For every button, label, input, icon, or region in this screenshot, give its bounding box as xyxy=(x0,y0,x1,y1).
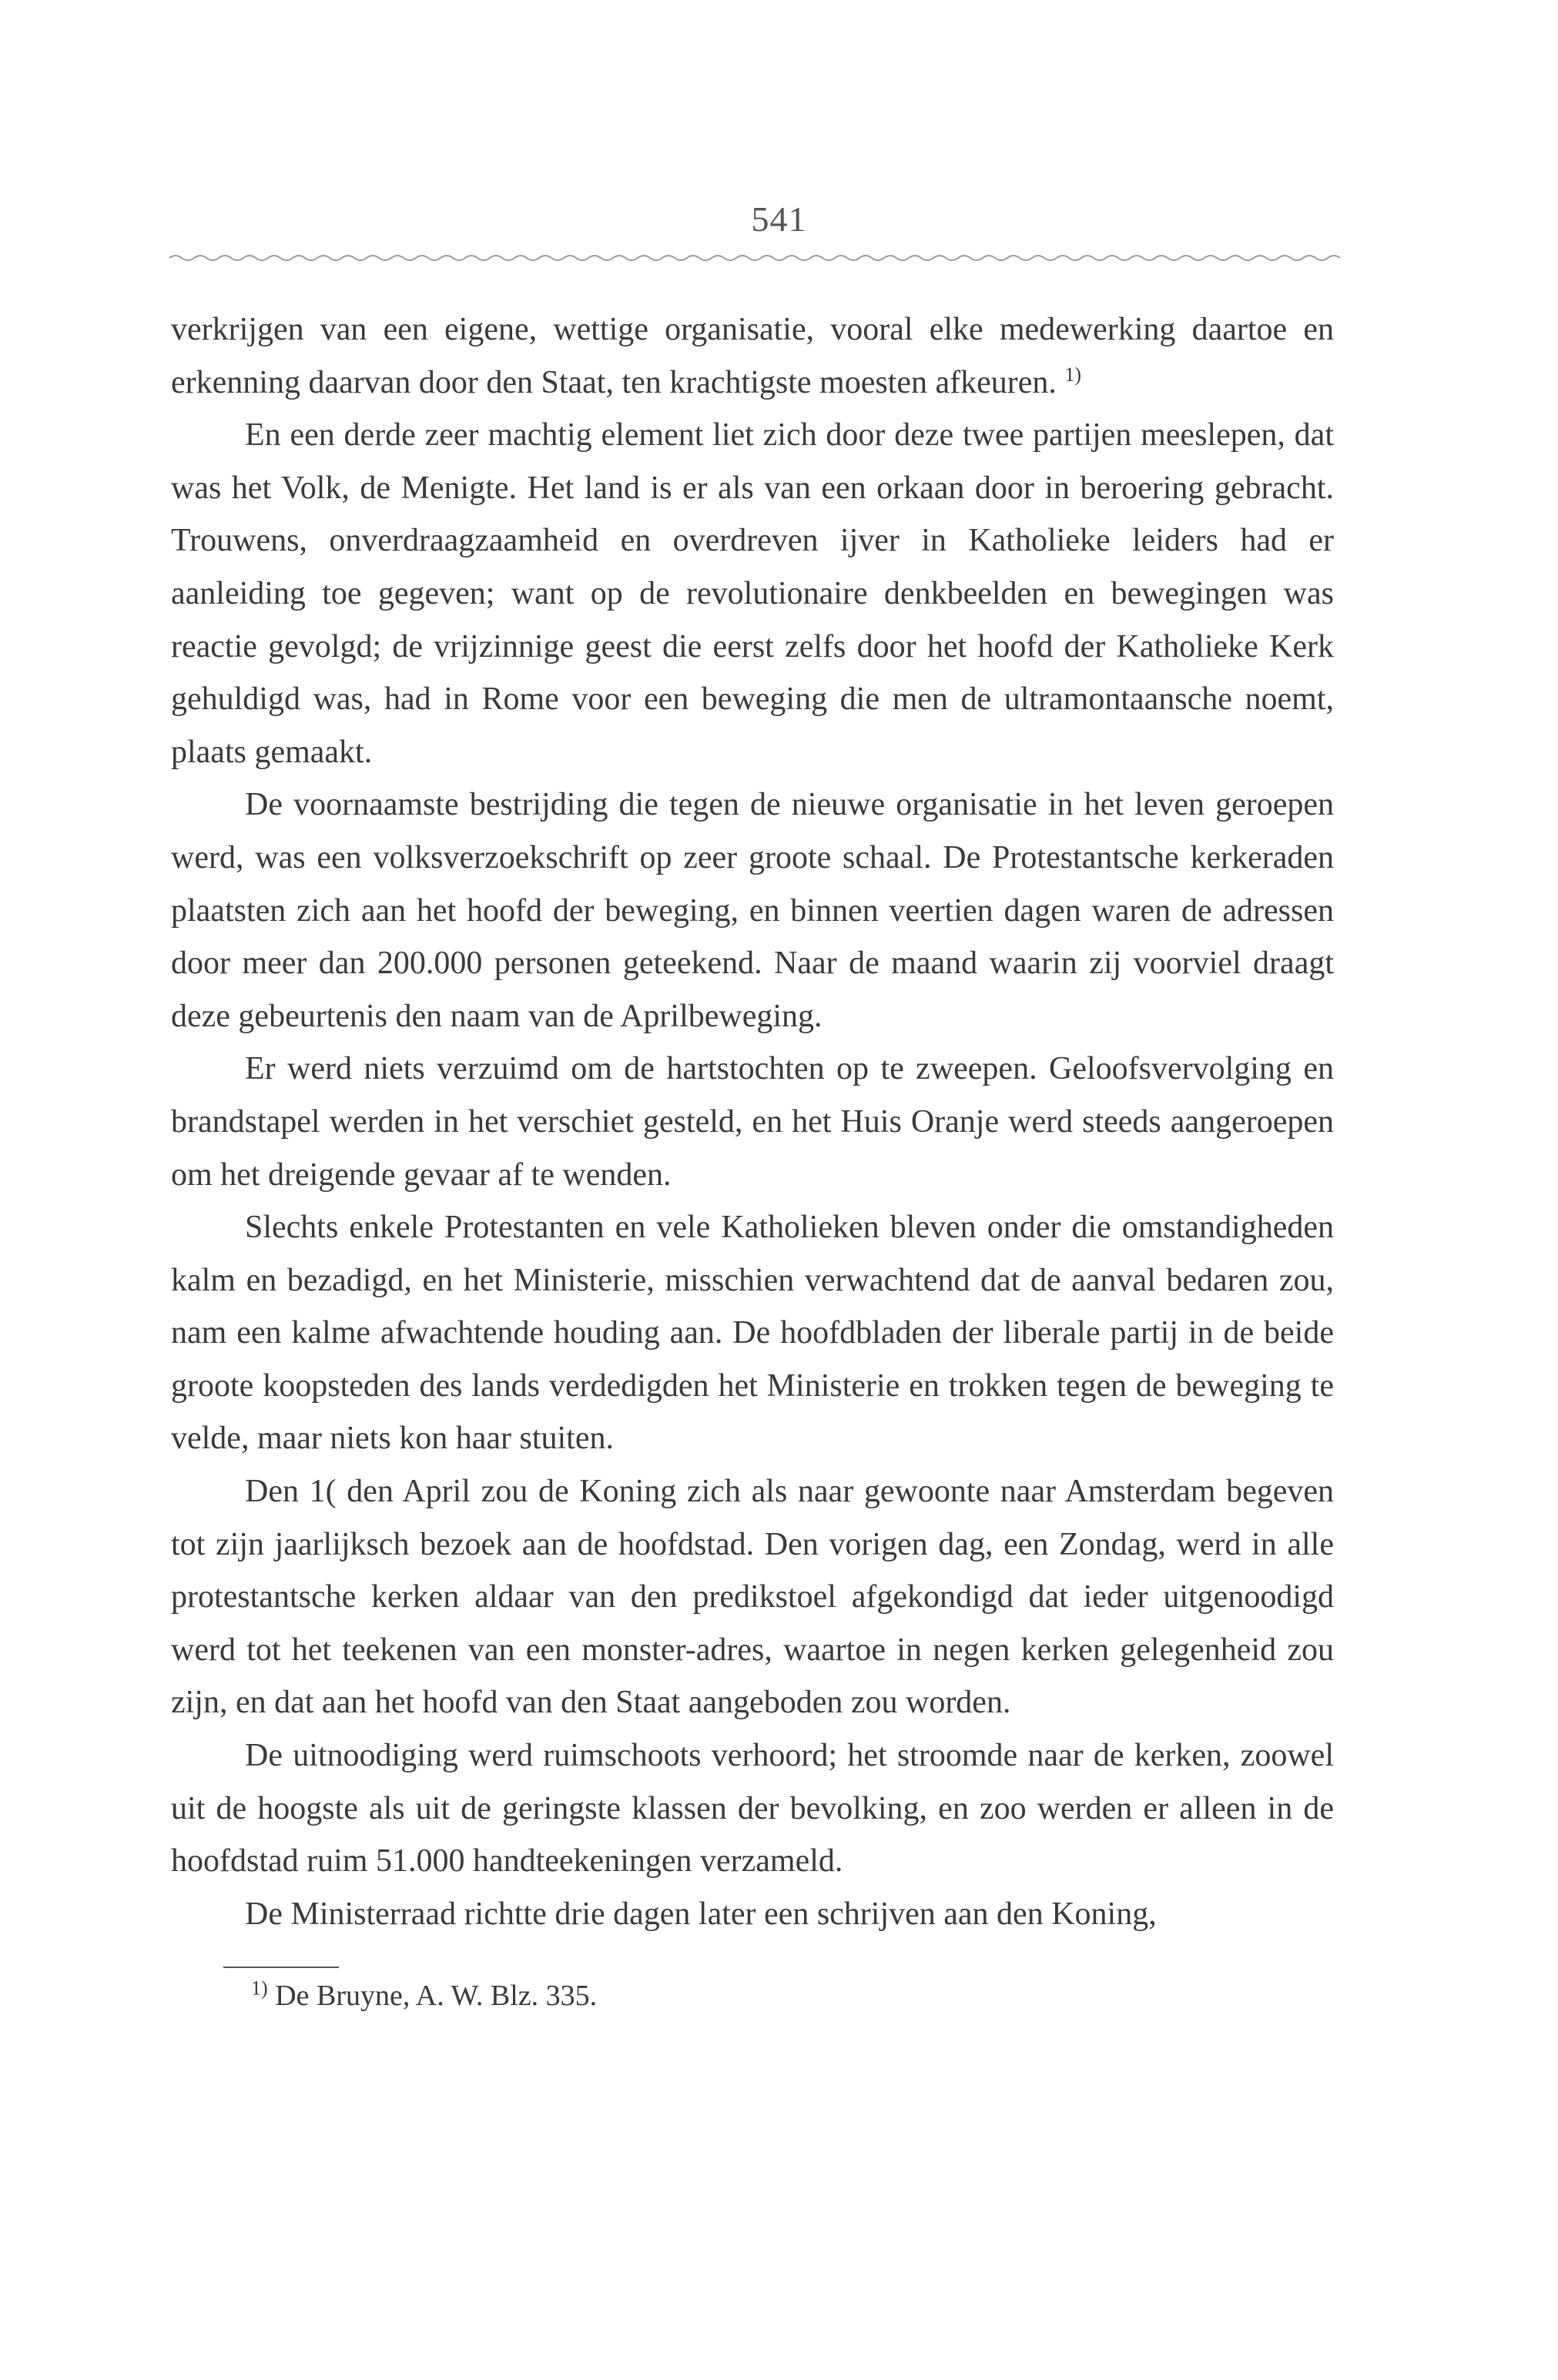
paragraph-4: Er werd niets verzuimd om de hartstochten op te zweepen. Geloofsvervolging en brandstapel werden in het verschiet gesteld, en het Huis Oranje werd steeds aangeroepen om het dreigende gevaar af te wenden. xyxy=(171,1051,1334,1193)
paragraph-8: De Ministerraad richtte drie dagen later een schrijven aan den Koning, xyxy=(245,1896,1157,1932)
footnote-text: De Bruyne, A. W. Blz. 335. xyxy=(275,1980,598,2012)
paragraph-2: En een derde zeer machtig element liet zich door deze twee partijen meeslepen, dat was het Volk, de Menigte. Het land is er als van een orkaan door in beroering gebracht. Trouwens, onverdraagzaamheid en overdreven ijver in Katholieke leiders had er aanleiding toe gegeven; want op de revolutionaire denkbeelden en bewegingen was reactie gevolgd; de vrijzinnige geest die eerst zelfs door het hoofd der Katholieke Kerk gehuldigd was, had in Rome voor een beweging die men de ultramontaansche noemt, plaats gemaakt. xyxy=(171,417,1334,770)
footnote-marker: 1) xyxy=(251,1977,268,2000)
footnote-reference: 1) xyxy=(1064,363,1082,386)
paragraph-1 xyxy=(171,303,1334,409)
paragraph-6: Den 1( den April zou de Koning zich als naar gewoonte naar Amsterdam begeven tot zijn jaarlijksch bezoek aan de hoofdstad. Den vorigen dag, een Zondag, werd in alle protestantsche kerken aldaar van den predikstoel afgekondigd dat ieder uitgenoodigd werd tot het teekenen van een monster-adres, waartoe in negen kerken gelegenheid zou zijn, en dat aan het hoofd van den Staat aangeboden zou worden. xyxy=(171,1474,1334,1721)
paragraph-3: De voornaamste bestrijding die tegen de nieuwe organisatie in het leven geroepen werd, was een volksverzoekschrift op zeer groote schaal. De Protestantsche kerkeraden plaatsten zich aan het hoofd der beweging, en binnen veertien dagen waren de adressen door meer dan 200.000 personen geteekend. Naar de maand waarin zij voorviel draagt deze gebeurtenis den naam van de Aprilbeweging. xyxy=(171,787,1334,1034)
paragraph-1-text: verkrijgen van een eigene, wettige organisatie, vooral elke medewerking daartoe en erkenning daarvan door den Staat, ten krachtigste moesten afkeuren. xyxy=(171,312,1334,400)
page-number: 541 xyxy=(751,199,807,239)
header-ornament xyxy=(169,253,1340,263)
paragraph-5: Slechts enkele Protestanten en vele Katholieken bleven onder die omstandigheden kalm en bezadigd, en het Ministerie, misschien verwachtend dat de aanval bedaren zou, nam een kalme afwachtende houding aan. De hoofdbladen der liberale partij in de beide groote koopsteden des lands verdedigden het Ministerie en trokken tegen de beweging te velde, maar niets kon haar stuiten. xyxy=(171,1210,1334,1457)
paragraph-7: De uitnoodiging werd ruimschoots verhoord; het stroomde naar de kerken, zoowel uit de hoogste als uit de geringste klassen der bevolking, en zoo werden er alleen in de hoofdstad ruim 51.000 handteekeningen verzameld. xyxy=(171,1738,1334,1880)
body-text xyxy=(171,303,1334,1940)
footnote xyxy=(251,1979,597,2013)
footnote-rule xyxy=(223,1967,339,1968)
